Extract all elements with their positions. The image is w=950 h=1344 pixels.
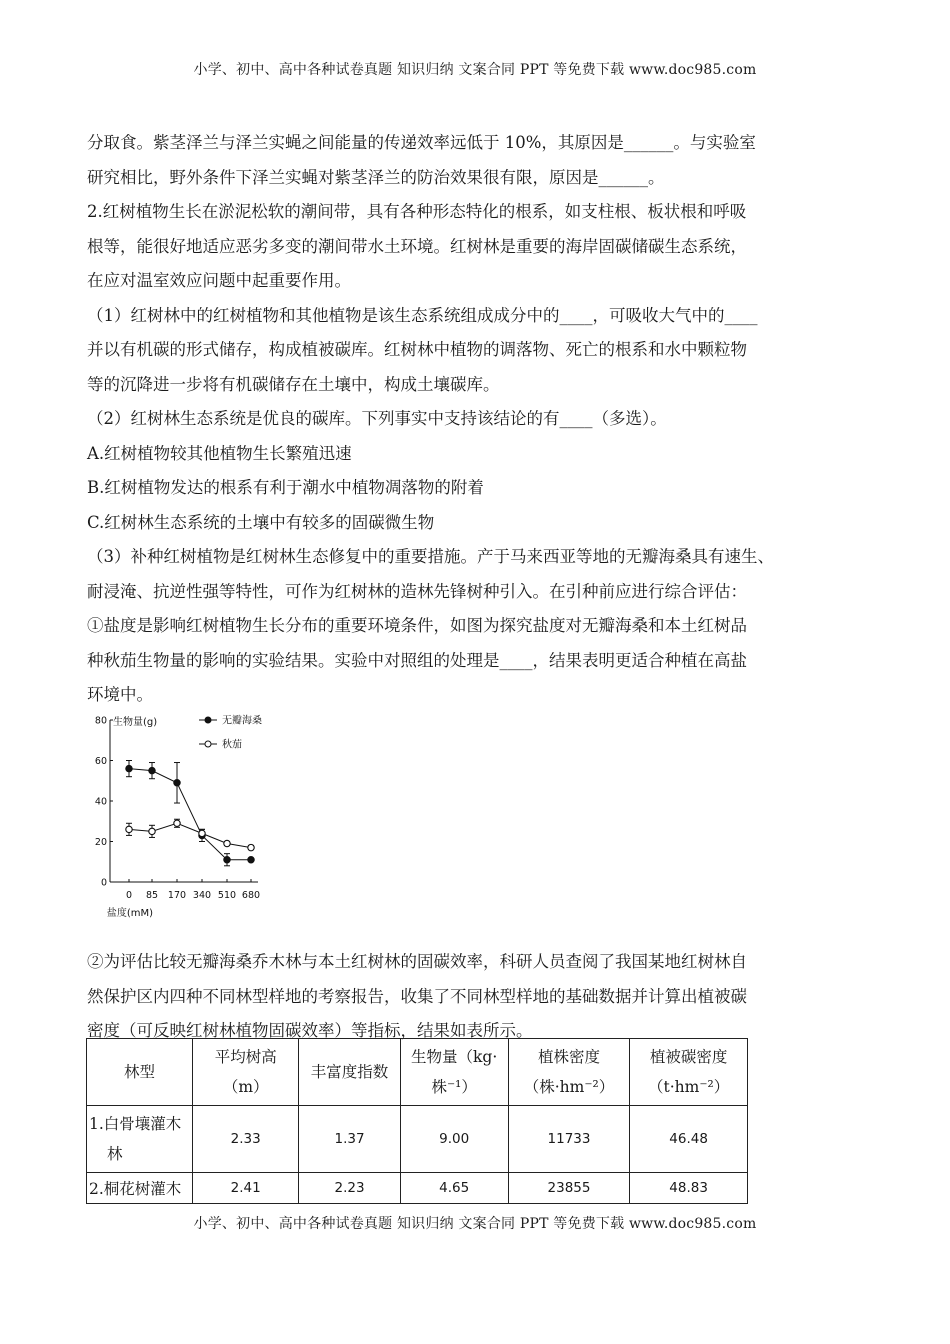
y-tick-label: 80: [94, 715, 107, 727]
data-point: [224, 857, 230, 863]
text-line: 等的沉降进一步将有机碳储存在土壤中，构成土壤碳库。: [87, 374, 500, 394]
text-line: 密度（可反映红树林植物固碳效率）等指标，结果如表所示。: [87, 1021, 533, 1040]
x-tick-label: 170: [167, 890, 187, 901]
data-point: [149, 828, 155, 834]
x-axis-label: 盐度(mM): [106, 908, 154, 919]
series-line: [129, 823, 251, 847]
text-line: ①盐度是影响红树植物生长分布的重要环境条件，如图为探究盐度对无瓣海桑和本土红树品: [87, 616, 747, 635]
cell-biomass: 4.65: [400, 1173, 508, 1204]
data-point: [224, 840, 230, 846]
option-b: B.红树植物发达的根系有利于潮水中植物凋落物的附着: [87, 478, 484, 497]
legend-marker: [205, 741, 211, 747]
cell-biomass: 9.00: [400, 1106, 508, 1173]
y-axis-label: 生物量(g): [113, 717, 158, 728]
data-point: [248, 857, 254, 863]
x-tick-label: 340: [192, 890, 212, 901]
text-line: 环境中。: [87, 685, 153, 704]
table-header-row: [87, 1039, 748, 1106]
cell-height: 2.41: [192, 1173, 299, 1204]
y-tick-label: 0: [100, 877, 107, 889]
y-tick-label: 20: [94, 837, 107, 848]
text-line: （3）补种红树植物是红树林生态修复中的重要措施。产于马来西亚等地的无瓣海桑具有速生、: [87, 547, 774, 566]
cell-height: 2.33: [192, 1106, 299, 1173]
data-point: [199, 830, 205, 836]
cell-richness: 1.37: [299, 1106, 400, 1173]
data-point: [174, 820, 180, 826]
text-line: （2）红树林生态系统是优良的碳库。下列事实中支持该结论的有____（多选）。: [87, 409, 667, 428]
cell-type: 1.白骨壤灌木 林: [87, 1106, 193, 1173]
forest-type-table: [86, 1038, 748, 1204]
data-point: [174, 780, 180, 786]
header-cell: 丰富度指数: [299, 1039, 400, 1106]
text-line: 根等，能很好地适应恶劣多变的潮间带水土环境。红树林是重要的海岸固碳储碳生态系统，: [87, 236, 747, 256]
header-cell: 生物量（kg· 株⁻¹）: [400, 1039, 508, 1106]
cell-density: 11733: [508, 1106, 630, 1173]
data-point: [149, 767, 155, 773]
x-tick-label: 510: [217, 890, 237, 901]
table-row: [87, 1106, 748, 1173]
text-line: 分取食。紫茎泽兰与泽兰实蝇之间能量的传递效率远低于 10%，其原因是______。与实验室: [87, 133, 756, 152]
y-tick-label: 60: [94, 756, 107, 767]
table-row: [87, 1173, 748, 1204]
text-line: 研究相比，野外条件下泽兰实蝇对紫茎泽兰的防治效果很有限，原因是______。: [87, 167, 665, 187]
data-point: [248, 844, 254, 850]
salinity-biomass-chart: [82, 710, 282, 922]
x-tick-label: 85: [145, 890, 159, 901]
page-header: 小学、初中、高中各种试卷真题 知识归纳 文案合同 PPT 等免费下载 www.doc985.com: [193, 62, 757, 78]
text-line: 2.红树植物生长在淤泥松软的潮间带，具有各种形态特化的根系，如支柱根、板状根和呼吸: [87, 202, 747, 221]
y-tick-label: 40: [94, 796, 107, 808]
legend-marker: [205, 717, 211, 723]
data-point: [126, 765, 132, 771]
text-line: 种秋茄生物量的影响的实验结果。实验中对照组的处理是____，结果表明更适合种植在高盐: [87, 650, 747, 670]
option-c: C.红树林生态系统的土壤中有较多的固碳微生物: [87, 512, 435, 532]
legend-label: 无瓣海桑: [222, 715, 262, 727]
cell-carbon: 48.83: [630, 1173, 748, 1204]
cell-type: 2.桐花树灌木: [87, 1173, 193, 1204]
data-point: [126, 826, 132, 832]
header-cell: 平均树高 （m）: [192, 1039, 299, 1106]
header-cell: 植被碳密度 （t·hm⁻²）: [630, 1039, 748, 1106]
header-cell: 林型: [87, 1039, 193, 1106]
option-a: A.红树植物较其他植物生长繁殖迅速: [87, 443, 352, 463]
cell-density: 23855: [508, 1173, 630, 1204]
header-cell: 植株密度 （株·hm⁻²）: [508, 1039, 630, 1106]
text-line: 在应对温室效应问题中起重要作用。: [87, 271, 351, 290]
question-text-mid: [87, 945, 877, 1049]
page-footer: 小学、初中、高中各种试卷真题 知识归纳 文案合同 PPT 等免费下载 www.doc985.com: [193, 1216, 757, 1232]
text-line: 耐浸淹、抗逆性强等特性，可作为红树林的造林先锋树种引入。在引种前应进行综合评估：: [87, 581, 747, 601]
text-line: 然保护区内四种不同林型样地的考察报告，收集了不同林型样地的基础数据并计算出植被碳: [87, 986, 747, 1006]
text-line: 并以有机碳的形式储存，构成植被碳库。红树林中植物的调落物、死亡的根系和水中颗粒物: [87, 340, 747, 359]
x-tick-label: 0: [125, 890, 133, 901]
text-line: （1）红树林中的红树植物和其他植物是该生态系统组成成分中的____，可吸收大气中的____: [87, 305, 758, 325]
text-line: ②为评估比较无瓣海桑乔木林与本土红树林的固碳效率，科研人员查阅了我国某地红树林自: [87, 952, 747, 971]
series-line: [129, 769, 251, 860]
question-text-top: [87, 126, 877, 713]
cell-richness: 2.23: [299, 1173, 400, 1204]
x-tick-label: 680: [241, 890, 261, 901]
cell-carbon: 46.48: [630, 1106, 748, 1173]
legend-label: 秋茄: [222, 739, 242, 751]
